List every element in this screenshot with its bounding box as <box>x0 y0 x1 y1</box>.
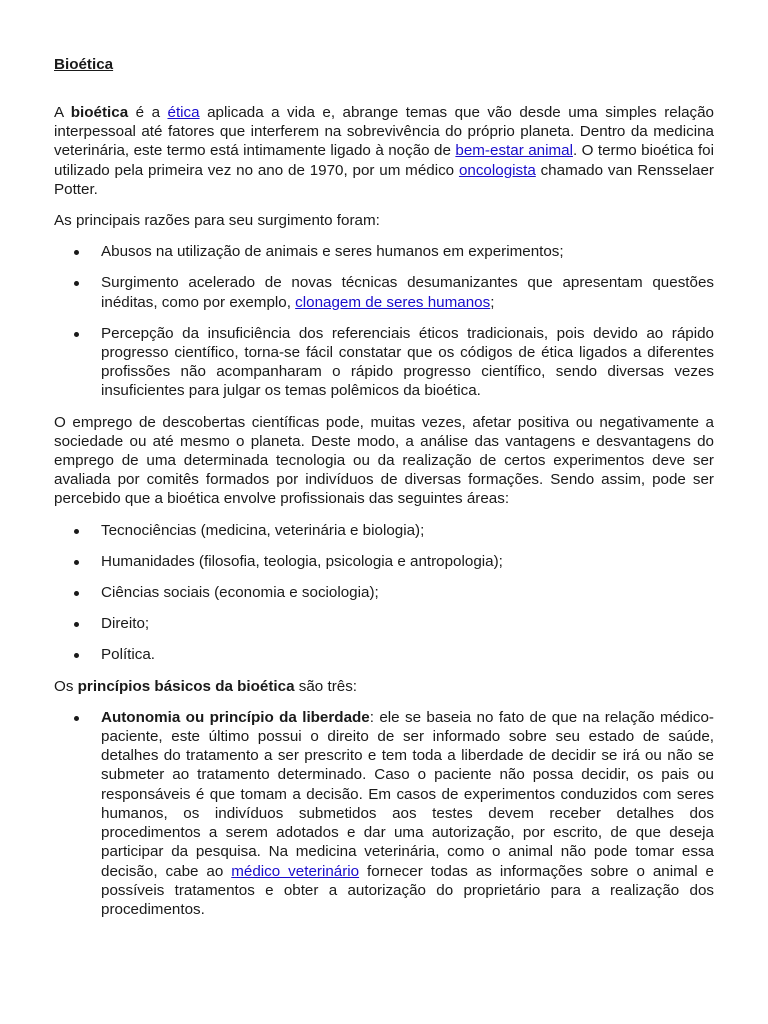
areas-list <box>54 521 714 665</box>
intro-text-5: chamado van Rensselaer Potter. <box>54 161 714 198</box>
intro-bold-bioetica: bioética <box>70 104 129 121</box>
link-etica[interactable]: ética <box>167 104 200 121</box>
intro-text-3: aplicada a vida e, abrange temas que vão desde uma simples relação interpessoal até fatores que interferem na sobrevivência do próprio planeta. Dentro da medicina veterinária, este termo está intimamente ligado à noção de <box>54 104 715 160</box>
reason-text-end: ; <box>490 293 495 311</box>
principle-text-2: fornecer todas as informações sobre o animal e possíveis tratamentos e obter a autorização do proprietário para a realização dos procedimentos. <box>101 862 714 918</box>
bullet-icon <box>74 529 79 534</box>
list-item <box>54 552 714 571</box>
list-item <box>54 614 714 633</box>
area-text: Humanidades (filosofia, teologia, psicologia e antropologia); <box>101 552 503 570</box>
principles-bold: princípios básicos da bioética <box>77 677 295 695</box>
reason-text: Surgimento acelerado de novas técnicas desumanizantes que apresentam questões inéditas, como por exemplo, <box>101 274 714 311</box>
bullet-icon <box>74 653 79 658</box>
list-item <box>54 242 714 261</box>
list-item <box>54 521 714 540</box>
principles-text-2: são três: <box>294 677 358 695</box>
intro-text-2: é a <box>128 104 168 121</box>
area-text: Política. <box>101 646 156 664</box>
area-text: Tecnociências (medicina, veterinária e biologia); <box>101 521 425 539</box>
link-oncologista[interactable]: oncologista <box>458 161 536 179</box>
area-text: Ciências sociais (economia e sociologia); <box>101 584 379 602</box>
bullet-icon <box>74 716 79 721</box>
principles-text-1: Os <box>54 677 78 695</box>
bullet-icon <box>74 560 79 565</box>
bullet-icon <box>74 622 79 627</box>
reason-text: Percepção da insuficiência dos referenciais éticos tradicionais, pois devido ao rápido progresso científico, torna-se fácil constatar que os códigos de ética ligados a diferentes profissões não acompanharam o rápido progresso científico, sendo diversas vezes insuficientes para julgar os temas polêmicos da bioética. <box>101 324 714 400</box>
link-clonagem[interactable]: clonagem de seres humanos <box>295 293 491 311</box>
areas-paragraph: O emprego de descobertas científicas pode, muitas vezes, afetar positiva ou negativamente a sociedade ou até mesmo o planeta. Deste modo, a análise das vantagens e desvantagens do emprego de uma determinada tecnologia ou da realização de certos experimentos deve ser avaliada por comitês formados por indivíduos de diversas formações. Sendo assim, pode ser percebido que a bioética envolve profissionais das seguintes áreas: <box>54 413 714 508</box>
document-body <box>54 103 714 931</box>
principle-text-1: : ele se baseia no fato de que na relação médico-paciente, este último possui o direito de ser informado sobre seu estado de saúde, detalhes do tratamento a ser prescrito e tem toda a liberdade de decidir se irá ou não se submeter ao tratamento determinado. Caso o paciente não possa decidir, os pais ou responsáveis é que tomam a decisão. Em casos de experimentos conduzidos com seres humanos, os indivíduos submetidos aos testes devem receber detalhes dos procedimentos a serem adotados e dar uma autorização, por escrito, de que deseja participar da pesquisa. Na medicina veterinária, como o animal não pode tomar essa decisão, cabe ao <box>101 708 714 880</box>
link-bem-estar-animal[interactable]: bem-estar animal <box>455 142 573 160</box>
list-item <box>54 708 714 919</box>
list-item <box>54 324 714 401</box>
list-item <box>54 273 714 311</box>
reason-text: Abusos na utilização de animais e seres humanos em experimentos; <box>101 243 564 261</box>
bullet-icon <box>74 250 79 255</box>
intro-paragraph <box>54 103 714 199</box>
area-text: Direito; <box>101 615 150 633</box>
document-title: Bioética <box>54 56 114 73</box>
intro-text-4: . O termo bioética foi utilizado pela primeira vez no ano de 1970, por um médico <box>54 142 714 179</box>
link-medico-veterinario[interactable]: médico veterinário <box>231 862 360 880</box>
bullet-icon <box>74 281 79 286</box>
intro-text-1: A <box>54 104 71 121</box>
list-item <box>54 583 714 602</box>
principle-title: Autonomia ou princípio da liberdade <box>101 708 370 726</box>
list-item <box>54 645 714 664</box>
principles-list <box>54 708 714 919</box>
principles-intro <box>54 677 714 696</box>
reasons-intro: As principais razões para seu surgimento foram: <box>54 212 380 230</box>
bullet-icon <box>74 591 79 596</box>
reasons-list <box>54 242 714 400</box>
bullet-icon <box>74 332 79 337</box>
